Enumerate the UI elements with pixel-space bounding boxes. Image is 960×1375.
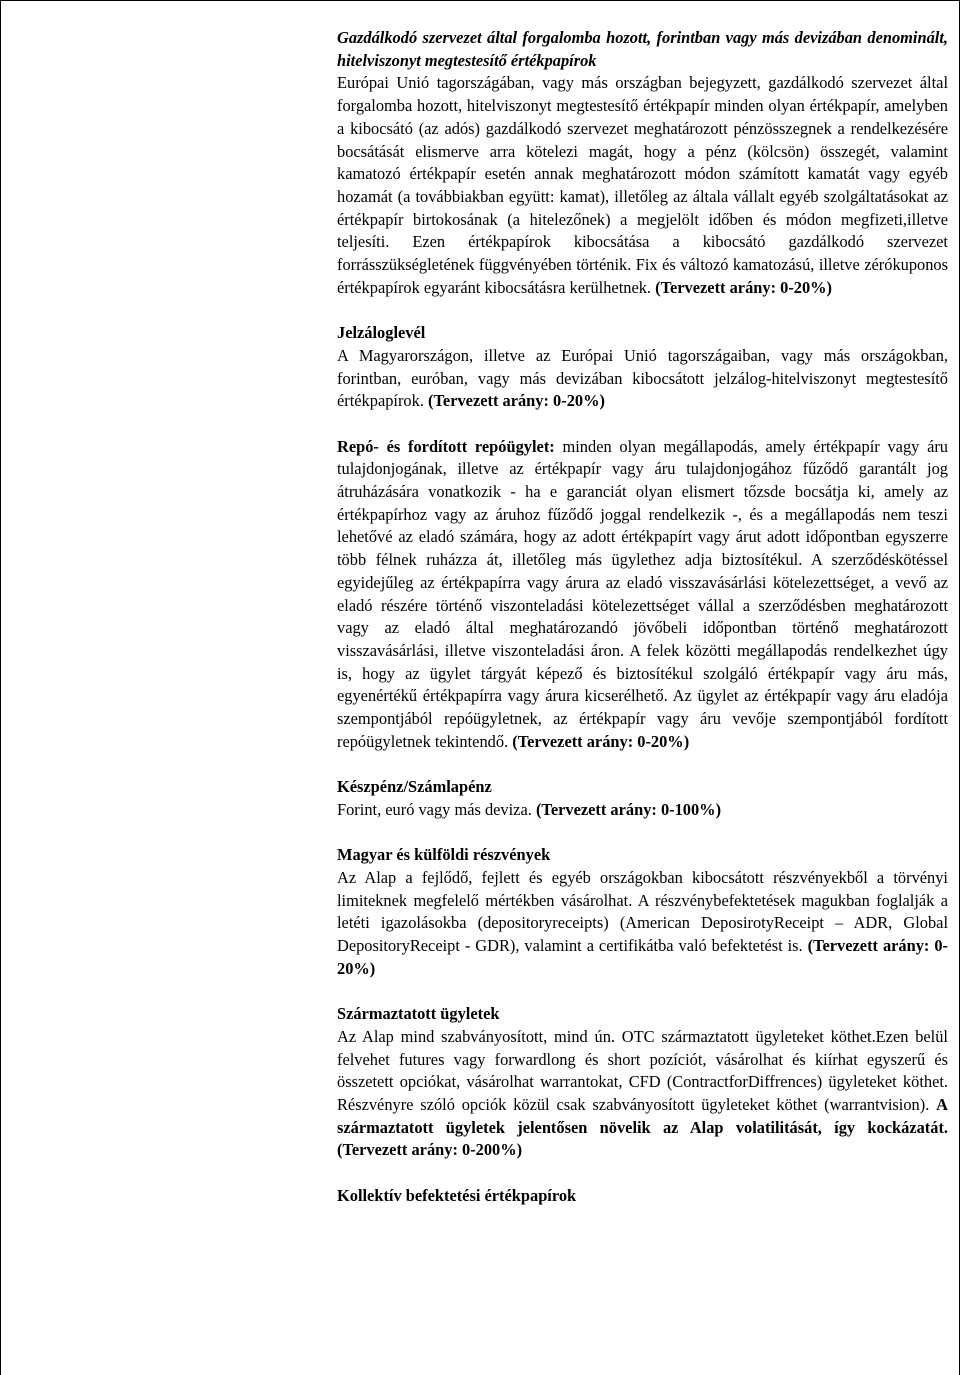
section-body: Forint, euró vagy más deviza. (337, 799, 532, 819)
document-body (337, 27, 948, 1207)
section-shares (337, 844, 948, 980)
section-body: A Magyarországon, illetve az Európai Unió tagországaiban, vagy más országokban, forintban, euróban, vagy más devizában kibocsátott jelzálog-hitelviszonyt megtestesítő értékpapírok. (337, 345, 948, 411)
section-ratio: (Tervezett arány: 0-200%) (337, 1140, 523, 1160)
section-title: Jelzáloglevél (337, 323, 426, 343)
section-title: Származtatott ügyletek (337, 1004, 500, 1024)
section-body: Európai Unió tagországában, vagy más országban bejegyzett, gazdálkodó szervezet által forgalomba hozott, hitelviszonyt megtestesítő értékpapír minden olyan értékpapír, amelyben a kibocsátó (az adós) gazdálkodó szervezet meghatározott pénzösszegnek a rendelkezésére bocsátását elismerve arra kötelezi magát, hogy a pénz (kölcsön) összegét, valamint kamatozó értékpapír esetén annak meghatározott módon számított kamatát vagy egyéb hozamát (a továbbiakban együtt: kamat), illetőleg az általa vállalt egyéb szolgáltatásokat az értékpapír birtokosának (a hitelezőnek) a megjelölt időben és módon megfizeti,illetve teljesíti. Ezen értékpapírok kibocsátása a kibocsátó gazdálkodó szervezet forrásszükségletének függvényében történik. Fix és változó kamatozású, illetve zérókuponos értékpapírok egyaránt kibocsátásra kerülhetnek. (337, 73, 948, 297)
section-ratio: (Tervezett arány: 0-20%) (512, 731, 690, 751)
section-ratio: (Tervezett arány: 0-20%) (337, 936, 948, 978)
page-border-left (0, 0, 1, 1375)
section-risk-warning: A származtatott ügyletek jelentősen növelik az Alap volatilitását, így kockázatát. (337, 1094, 949, 1137)
section-title: Készpénz/Számlapénz (337, 777, 492, 797)
section-mortgage-bonds (337, 322, 948, 413)
page-border-top (0, 0, 960, 1)
section-title: Kollektív befektetési értékpapírok (337, 1185, 577, 1205)
section-corporate-bonds (337, 27, 948, 299)
section-ratio: (Tervezett arány: 0-20%) (655, 277, 833, 297)
section-ratio: (Tervezett arány: 0-100%) (535, 799, 722, 819)
section-title: Gazdálkodó szervezet által forgalomba hozott, forintban vagy más devizában denominált, hitelviszonyt megtestesítő értékpapírok (337, 28, 948, 70)
section-title: Magyar és külföldi részvények (337, 845, 551, 865)
section-collective-investments (337, 1185, 948, 1208)
section-cash (337, 776, 948, 821)
section-body: Az Alap a fejlődő, fejlett és egyéb országokban kibocsátott részvényekből a törvényi limiteknek megfelelő mértékben vásárolhat. A részvénybefektetések magukban foglalják a letéti igazolásokba (depositoryreceipts) (American DeposirotyReceipt – ADR, Global DepositoryReceipt - GDR), valamint a certifikátba való befektetést is. (337, 867, 948, 956)
section-ratio: (Tervezett arány: 0-20%) (428, 391, 605, 411)
section-title: Repó- és fordított repóügylet: (337, 436, 555, 456)
section-repo (337, 436, 948, 754)
section-body: Az Alap mind szabványosított, mind ún. OTC származtatott ügyleteket köthet.Ezen belül felvehet futures vagy forwardlong és short pozíciót, vásárolhat és kiírhat egyszerű és összetett opciókat, vásárolhat warrantokat, CFD (ContractforDiffrences) ügyleteket köthet. Részvényre szóló opciók közül csak szabványosított ügyleteket köthet (warrantvision). (337, 1026, 948, 1114)
section-derivatives (337, 1003, 948, 1162)
section-body: minden olyan megállapodás, amely értékpapír vagy áru tulajdonjogának, illetve az értékpapír vagy áru tulajdonjogához fűződő garantált jog átruházására vonatkozik - ha e garanciát olyan elismert tőzsde bocsátja ki, amely az értékpapírhoz vagy az áruhoz fűződő joggal rendelkezik -, és a megállapodás nem teszi lehetővé az eladó számára, hogy az adott értékpapírt vagy árut adott időpontban egyszerre több félnek ruházza át, illetőleg más ügylethez adja biztosítékul. A szerződéskötéssel egyidejűleg az értékpapírra vagy árura az eladó visszavásárlási kötelezettséget, a vevő az eladó részére történő viszonteladási kötelezettséget vállal a szerződésben meghatározott vagy az eladó által meghatározandó jövőbeli időpontban történő meghatározott visszavásárlási, illetve viszonteladási áron. A felek közötti megállapodás rendelkezhet úgy is, hogy az ügylet tárgyát képező és biztosítékul szolgáló értékpapír vagy áru más, egyenértékű értékpapírra vagy árura kicserélhető. Az ügylet az értékpapír vagy áru eladója szempontjából repóügyletnek, az értékpapír vagy áru vevője szempontjából fordított repóügyletnek tekintendő. (337, 436, 949, 751)
